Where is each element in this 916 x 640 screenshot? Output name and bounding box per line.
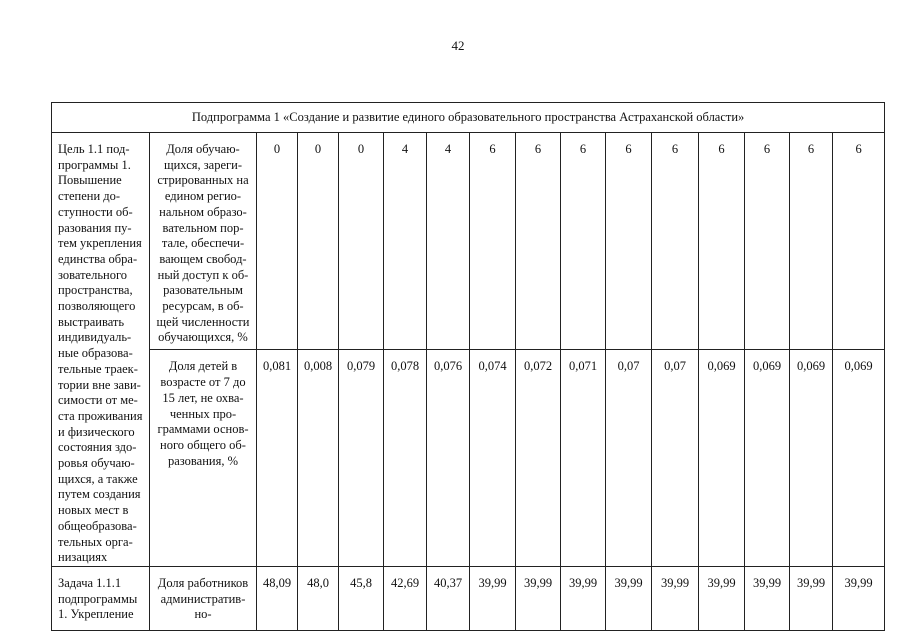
goal-line: единства обра-	[58, 251, 138, 266]
subprogram-header: Подпрограмма 1 «Создание и развитие единого образовательного пространства Астраханской области»	[52, 103, 885, 133]
indicator-line: разования, %	[168, 453, 238, 468]
indicator-line: щихся, зареги-	[163, 157, 242, 172]
indicator-line: ный доступ к об-	[157, 267, 249, 282]
task-line: подпрограммы	[58, 591, 138, 606]
task-cell	[52, 566, 150, 630]
value-cell: 0,076	[427, 350, 470, 567]
table-row	[52, 133, 885, 350]
value-cell: 6	[745, 133, 790, 350]
indicator-line: ного общего об-	[160, 438, 246, 452]
indicator-line: Доля обучаю-	[166, 142, 240, 156]
value-cell: 0	[339, 133, 384, 350]
goal-cell	[52, 133, 150, 567]
value-cell: 6	[833, 133, 885, 350]
goal-line: низациях	[58, 550, 108, 565]
goal-line: Повышение	[58, 173, 122, 188]
indicator-line: граммами основ-	[157, 422, 249, 437]
value-cell: 6	[606, 133, 652, 350]
value-cell: 42,69	[384, 566, 427, 630]
indicator-line: щей численности	[156, 314, 250, 329]
value-cell: 6	[516, 133, 561, 350]
subprogram-header-row	[52, 103, 885, 133]
goal-line: симости от ме-	[58, 393, 138, 408]
goal-line: ступности об-	[58, 204, 133, 219]
indicator-cell	[150, 350, 257, 567]
value-cell: 39,99	[516, 566, 561, 630]
indicators-table	[51, 102, 885, 631]
value-cell: 39,99	[652, 566, 699, 630]
value-cell: 0	[257, 133, 298, 350]
goal-line: разования пу-	[58, 220, 132, 235]
value-cell: 40,37	[427, 566, 470, 630]
goal-line: выстраивать	[58, 314, 125, 329]
indicator-line: 15 лет, не охва-	[162, 390, 244, 405]
goal-line: состояния здо-	[58, 440, 137, 455]
value-cell: 4	[427, 133, 470, 350]
indicator-line: тале, обеспечи-	[161, 236, 245, 251]
goal-line: тельные траек-	[58, 361, 138, 376]
goal-line: новых мест в	[58, 503, 129, 518]
value-cell: 48,0	[298, 566, 339, 630]
goal-line: щихся, а также	[58, 471, 138, 486]
value-cell: 0	[298, 133, 339, 350]
goal-line: тем укрепления	[58, 236, 142, 251]
goal-line: путем создания	[58, 487, 141, 502]
goal-line: индивидуаль-	[58, 330, 132, 345]
indicator-line: ресурсам, в об-	[162, 299, 244, 314]
value-cell: 39,99	[561, 566, 606, 630]
value-cell: 39,99	[833, 566, 885, 630]
goal-line: пространства,	[58, 283, 133, 298]
indicator-line: возрасте от 7 до	[160, 375, 246, 390]
value-cell: 6	[561, 133, 606, 350]
value-cell: 39,99	[606, 566, 652, 630]
value-cell: 6	[790, 133, 833, 350]
table-row	[52, 566, 885, 630]
indicator-line: разовательным	[163, 283, 243, 298]
value-cell: 0,069	[699, 350, 745, 567]
goal-line: тории вне зави-	[58, 377, 141, 392]
value-cell: 0,079	[339, 350, 384, 567]
value-cell: 0,074	[470, 350, 516, 567]
indicator-line: но-	[194, 607, 212, 622]
value-cell: 39,99	[470, 566, 516, 630]
goal-line: тельных орга-	[58, 534, 133, 549]
indicator-line: Доля работников	[157, 575, 249, 590]
indicator-cell	[150, 566, 257, 630]
value-cell: 0,069	[833, 350, 885, 567]
page-number: 42	[451, 38, 465, 53]
goal-line: ные образова-	[58, 346, 133, 361]
value-cell: 6	[470, 133, 516, 350]
indicator-line: нальном образо-	[159, 204, 247, 219]
value-cell: 45,8	[339, 566, 384, 630]
value-cell: 39,99	[745, 566, 790, 630]
value-cell: 0,008	[298, 350, 339, 567]
indicator-cell	[150, 133, 257, 350]
indicator-line: вательном пор-	[162, 220, 244, 235]
value-cell: 6	[652, 133, 699, 350]
value-cell: 48,09	[257, 566, 298, 630]
goal-line: и физического	[58, 424, 135, 439]
indicator-line: едином регио-	[164, 189, 242, 204]
value-cell: 0,07	[652, 350, 699, 567]
value-cell: 0,078	[384, 350, 427, 567]
value-cell: 0,072	[516, 350, 561, 567]
indicator-line: административ-	[160, 591, 246, 606]
value-cell: 39,99	[699, 566, 745, 630]
goal-line: степени до-	[58, 189, 121, 204]
value-cell: 0,071	[561, 350, 606, 567]
indicator-line: стрированных на	[157, 173, 249, 188]
value-cell: 0,069	[790, 350, 833, 567]
goal-line: Цель 1.1 под-	[58, 142, 130, 156]
indicator-line: Доля детей в	[168, 359, 238, 374]
goal-line: ровья обучаю-	[58, 456, 135, 471]
indicator-line: вающем свобод-	[159, 251, 247, 266]
value-cell: 39,99	[790, 566, 833, 630]
indicator-line: ченных про-	[169, 406, 237, 421]
value-cell: 0,07	[606, 350, 652, 567]
task-line: Задача 1.1.1	[58, 575, 122, 590]
indicator-line: обучающихся, %	[158, 330, 248, 345]
value-cell: 6	[699, 133, 745, 350]
table-row	[52, 350, 885, 567]
goal-line: позволяющего	[58, 299, 136, 314]
value-cell: 0,069	[745, 350, 790, 567]
goal-line: программы 1.	[58, 157, 131, 172]
value-cell: 4	[384, 133, 427, 350]
goal-line: зовательного	[58, 267, 128, 282]
goal-line: ста проживания	[58, 408, 143, 423]
goal-line: общеобразова-	[58, 518, 137, 533]
value-cell: 0,081	[257, 350, 298, 567]
task-line: 1. Укрепление	[58, 607, 134, 622]
